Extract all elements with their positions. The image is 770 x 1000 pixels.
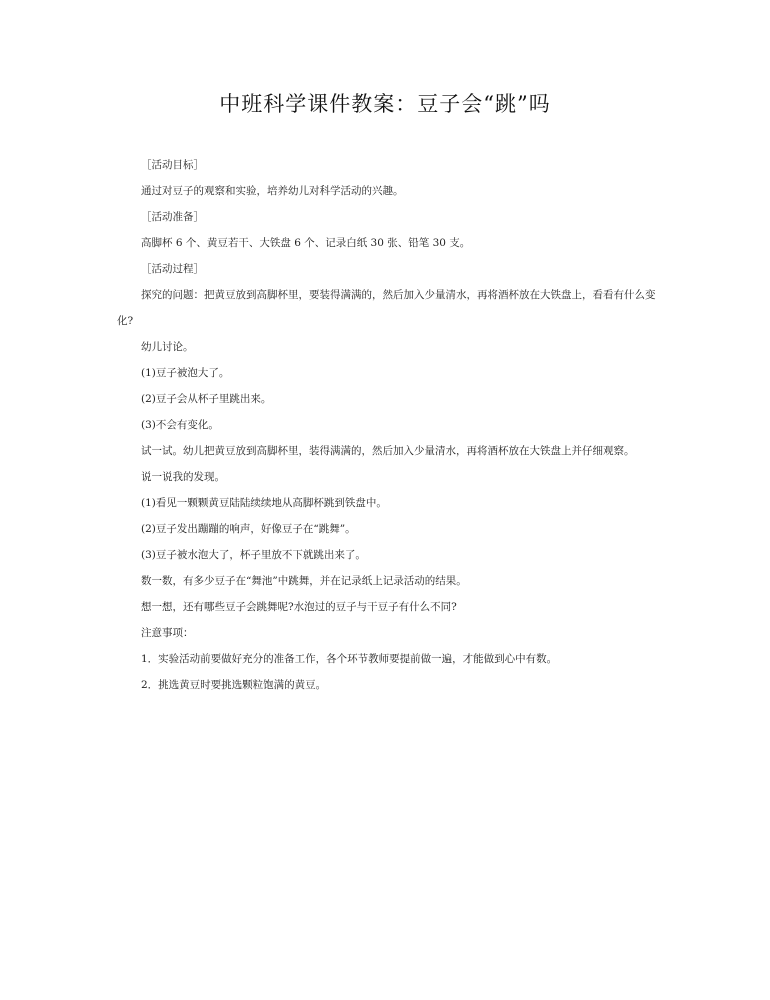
section-heading-preparation: ［活动准备］ — [141, 211, 204, 223]
notes-heading: 注意事项： — [141, 627, 194, 639]
document-body — [117, 152, 662, 698]
list-item: (2)豆子发出蹦蹦的响声，好像豆子在“跳舞”。 — [141, 523, 356, 535]
paragraph: 说一说我的发现。 — [141, 471, 225, 483]
list-item: (3)不会有变化。 — [141, 419, 219, 431]
section-heading-process: ［活动过程］ — [141, 263, 204, 275]
list-item: (1)豆子被泡大了。 — [141, 367, 230, 379]
paragraph: 试一试。幼儿把黄豆放到高脚杯里，装得满满的，然后加入少量清水，再将酒杯放在大铁盘上并仔细观察。 — [141, 445, 635, 457]
paragraph: 高脚杯 6 个、黄豆若干、大铁盘 6 个、记录白纸 30 张、铅笔 30 支。 — [141, 237, 471, 249]
paragraph: 幼儿讨论。 — [141, 341, 194, 353]
document-title: 中班科学课件教案：豆子会“跳”吗 — [219, 92, 551, 116]
list-item: 1．实验活动前要做好充分的准备工作，各个环节教师要提前做一遍，才能做到心中有数。 — [141, 653, 558, 665]
paragraph: 数一数，有多少豆子在“舞池”中跳舞，并在记录纸上记录活动的结果。 — [141, 575, 467, 587]
paragraph: 探究的问题：把黄豆放到高脚杯里，要装得满满的，然后加入少量清水，再将酒杯放在大铁盘上，看看有什么变化? — [117, 289, 656, 327]
list-item: (1)看见一颗颗黄豆陆陆续续地从高脚杯跳到铁盘中。 — [141, 497, 387, 509]
list-item: 2．挑选黄豆时要挑选颗粒饱满的黄豆。 — [141, 679, 327, 691]
paragraph: 想一想，还有哪些豆子会跳舞呢?水泡过的豆子与干豆子有什么不同? — [141, 601, 457, 613]
list-item: (3)豆子被水泡大了，杯子里放不下就跳出来了。 — [141, 549, 366, 561]
list-item: (2)豆子会从杯子里跳出来。 — [141, 393, 272, 405]
paragraph: 通过对豆子的观察和实验，培养幼儿对科学活动的兴趣。 — [141, 185, 404, 197]
section-heading-goals: ［活动目标］ — [141, 159, 204, 171]
